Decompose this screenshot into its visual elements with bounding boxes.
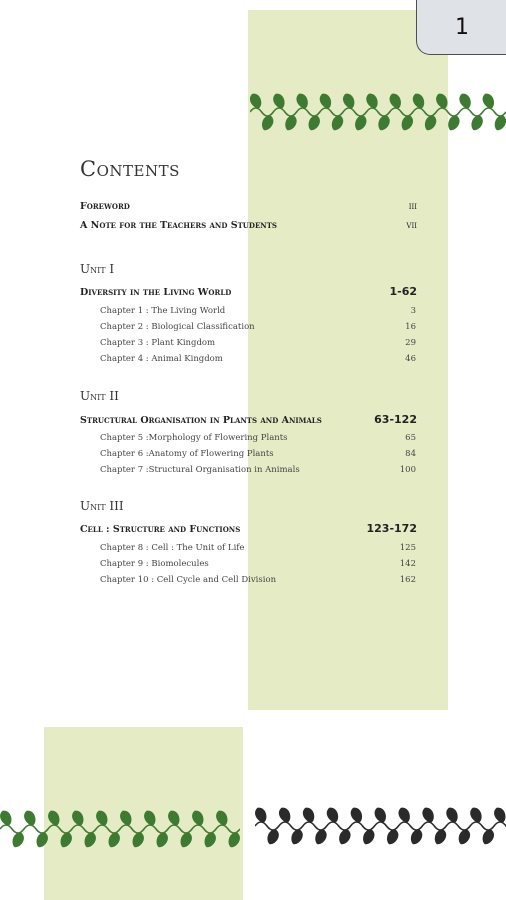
page-number: 1 (455, 15, 469, 40)
toc-chapter-row[interactable] (80, 465, 417, 481)
toc-section-pages: 1-62 (389, 285, 417, 298)
toc-chapter-label: Chapter 4 : Animal Kingdom (100, 354, 223, 364)
unit-title: Unit III (80, 499, 124, 513)
toc-chapter-page: 29 (405, 338, 416, 348)
toc-chapter-label: Chapter 7 :Structural Organisation in Animals (100, 465, 300, 475)
toc-chapter-row[interactable] (80, 543, 417, 559)
toc-page: vii (406, 220, 417, 231)
toc-section-row[interactable] (80, 524, 417, 540)
toc-chapter-row[interactable] (80, 354, 417, 370)
toc-section-label: Structural Organisation in Plants and Animals (80, 415, 322, 426)
toc-chapter-page: 3 (410, 306, 416, 316)
toc-section-pages: 123-172 (366, 522, 417, 535)
toc-chapter-row[interactable] (80, 433, 417, 449)
toc-chapter-page: 65 (405, 433, 416, 443)
vine-decoration-top-icon (250, 88, 506, 136)
toc-chapter-row[interactable] (80, 338, 417, 354)
toc-chapter-page: 142 (399, 559, 416, 569)
toc-chapter-label: Chapter 5 :Morphology of Flowering Plants (100, 433, 288, 443)
toc-chapter-row[interactable] (80, 449, 417, 465)
toc-chapter-page: 16 (405, 322, 416, 332)
toc-foreword-row[interactable] (80, 201, 417, 217)
toc-label: Foreword (80, 201, 130, 212)
toc-chapter-row[interactable] (80, 559, 417, 575)
toc-section-label: Diversity in the Living World (80, 287, 232, 298)
page-number-badge[interactable] (416, 0, 506, 55)
toc-note-row[interactable] (80, 220, 417, 236)
toc-chapter-label: Chapter 1 : The Living World (100, 306, 226, 316)
contents-title: Contents (80, 157, 180, 181)
toc-page: iii (408, 201, 417, 212)
toc-chapter-row[interactable] (80, 306, 417, 322)
toc-section-row[interactable] (80, 287, 417, 303)
toc-section-pages: 63-122 (374, 413, 417, 426)
toc-chapter-page: 125 (399, 543, 416, 553)
toc-chapter-label: Chapter 9 : Biomolecules (100, 559, 209, 569)
toc-section-row[interactable] (80, 415, 417, 431)
toc-chapter-label: Chapter 6 :Anatomy of Flowering Plants (100, 449, 274, 459)
toc-chapter-page: 46 (405, 354, 416, 364)
toc-label: A Note for the Teachers and Students (80, 220, 277, 231)
toc-section-label: Cell : Structure and Functions (80, 524, 241, 535)
toc-chapter-label: Chapter 8 : Cell : The Unit of Life (100, 543, 245, 553)
unit-title: Unit II (80, 389, 119, 403)
vine-decoration-bottom-left-icon (0, 805, 240, 853)
toc-chapter-label: Chapter 3 : Plant Kingdom (100, 338, 216, 348)
vine-decoration-bottom-right-icon (255, 802, 506, 850)
toc-chapter-page: 100 (399, 465, 416, 475)
toc-chapter-row[interactable] (80, 322, 417, 338)
toc-chapter-row[interactable] (80, 575, 417, 591)
unit-title: Unit I (80, 262, 115, 276)
toc-chapter-label: Chapter 10 : Cell Cycle and Cell Division (100, 575, 277, 585)
toc-chapter-page: 162 (399, 575, 416, 585)
toc-chapter-page: 84 (405, 449, 416, 459)
toc-chapter-label: Chapter 2 : Biological Classification (100, 322, 255, 332)
